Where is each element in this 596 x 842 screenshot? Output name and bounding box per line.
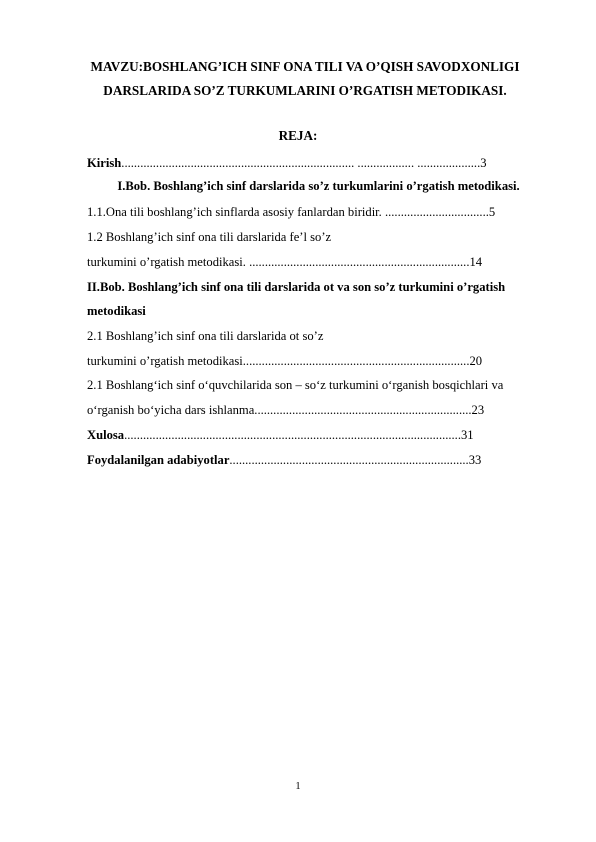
toc-chapter-2-heading-line-1: II.Bob. Boshlang’ich sinf ona tili darslarida ot va son so’z turkumini o’rgatish xyxy=(87,280,506,294)
toc-entry-adabiyot xyxy=(87,452,550,468)
toc-entry-2-1-line-1: 2.1 Boshlang’ich sinf ona tili darslarida ot so’z xyxy=(87,329,324,343)
toc-entry-1-2-line-2: turkumini o’rgatish metodikasi. ......................................................................14 xyxy=(87,255,483,269)
toc-entry-1-2-line-1: 1.2 Boshlang’ich sinf ona tili darslarida fe’l so’z xyxy=(87,230,332,244)
toc-entry-2-1b-line-1: 2.1 Boshlang‘ich sinf o‘quvchilarida son – so‘z turkumini o‘rganish bosqichlari va xyxy=(87,378,504,392)
page-number: 1 xyxy=(295,781,301,792)
toc-xulosa-label: Xulosa xyxy=(87,428,125,442)
toc-adabiyot-leader: ............................................................................33 xyxy=(229,453,482,467)
document-title xyxy=(60,55,550,103)
toc-entry-xulosa xyxy=(87,427,550,443)
title-line-1: MAVZU:BOSHLANG’ICH SINF ONA TILI VA O’QISH SAVODXONLIGI xyxy=(90,59,520,74)
toc-xulosa-leader: ...........................................................................................................31 xyxy=(124,428,474,442)
toc-chapter-2-heading-line-2: metodikasi xyxy=(87,304,146,318)
toc-entry-2-1-line-2: turkumini o’rgatish metodikasi........................................................................20 xyxy=(87,354,483,368)
toc-entry-1-1: 1.1.Ona tili boshlang’ich sinflarda asosiy fanlardan biridir. .................................5 xyxy=(87,205,496,219)
plan-heading: REJA: xyxy=(278,128,318,143)
toc-entry-kirish xyxy=(87,155,550,171)
toc-kirish-label: Kirish xyxy=(87,156,122,170)
toc-adabiyot-label: Foydalanilgan adabiyotlar xyxy=(87,453,230,467)
toc-kirish-leader: .......................................................................... .................. ....................3 xyxy=(121,156,487,170)
toc-chapter-1-heading: I.Bob. Boshlang’ich sinf darslarida so’z turkumlarini o’rgatish metodikasi. xyxy=(117,179,520,193)
toc-entry-2-1b-line-2: o‘rganish bo‘yicha dars ishlanma.....................................................................23 xyxy=(87,403,485,417)
title-line-2: DARSLARIDA SO’Z TURKUMLARINI O’RGATISH METODIKASI. xyxy=(103,83,507,98)
